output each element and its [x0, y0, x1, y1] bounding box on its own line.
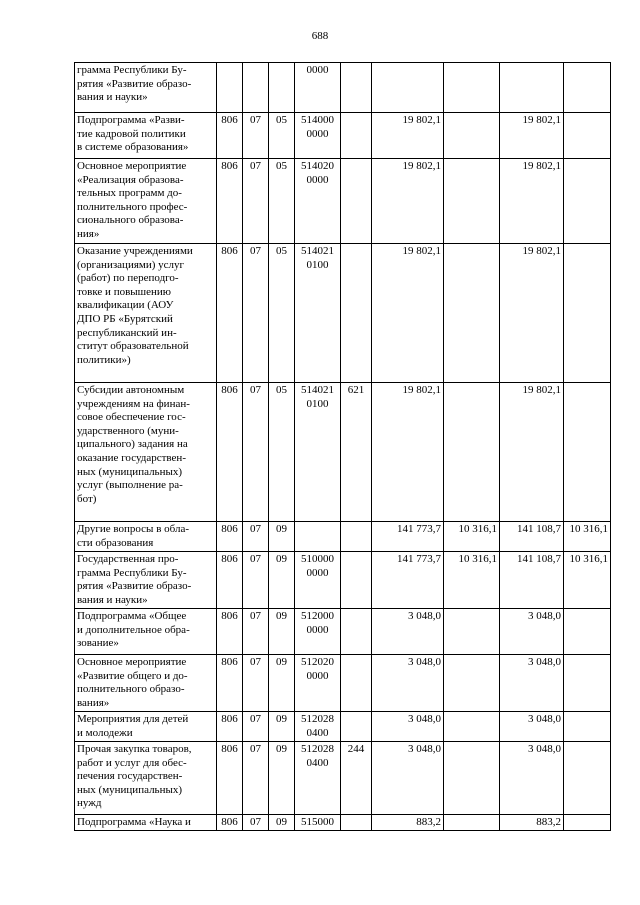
row-code-ministry: 806	[217, 712, 243, 742]
row-code-expense-type	[341, 159, 372, 244]
row-code-expense-type: 244	[341, 742, 372, 815]
row-amount-2	[444, 63, 500, 113]
row-amount-4	[564, 742, 611, 815]
row-code-target: 0000	[295, 63, 341, 113]
row-code-ministry: 806	[217, 113, 243, 159]
row-name: Государственная про- грамма Республики Бу- рятия «Развитие образо- вания и науки»	[75, 552, 217, 609]
row-code-subsection: 05	[269, 113, 295, 159]
table-row	[75, 244, 611, 383]
row-code-ministry: 806	[217, 609, 243, 655]
row-code-subsection: 09	[269, 742, 295, 815]
row-amount-4: 10 316,1	[564, 522, 611, 552]
table-row	[75, 383, 611, 522]
table-row	[75, 712, 611, 742]
row-code-ministry: 806	[217, 159, 243, 244]
row-code-ministry: 806	[217, 552, 243, 609]
row-amount-2	[444, 383, 500, 522]
row-amount-2	[444, 655, 500, 712]
table-row	[75, 742, 611, 815]
row-code-target: 512028 0400	[295, 742, 341, 815]
row-code-ministry: 806	[217, 815, 243, 831]
row-name: Подпрограмма «Разви- тие кадровой политики в системе образования»	[75, 113, 217, 159]
row-code-subsection: 09	[269, 609, 295, 655]
table-row	[75, 815, 611, 831]
row-code-section: 07	[243, 522, 269, 552]
row-code-section: 07	[243, 655, 269, 712]
row-amount-1: 141 773,7	[372, 522, 444, 552]
row-code-section: 07	[243, 712, 269, 742]
row-name: Основное мероприятие «Развитие общего и до- полнительного образо- вания»	[75, 655, 217, 712]
row-code-subsection: 09	[269, 712, 295, 742]
row-amount-3: 3 048,0	[500, 655, 564, 712]
row-code-subsection: 09	[269, 655, 295, 712]
row-code-section	[243, 63, 269, 113]
row-name: Прочая закупка товаров, работ и услуг для обес- печения государствен- ных (муниципальных) нужд	[75, 742, 217, 815]
row-amount-3: 141 108,7	[500, 522, 564, 552]
row-name: грамма Республики Бу- рятия «Развитие образо- вания и науки»	[75, 63, 217, 113]
row-code-section: 07	[243, 815, 269, 831]
row-amount-4	[564, 159, 611, 244]
row-amount-2: 10 316,1	[444, 522, 500, 552]
table-row	[75, 159, 611, 244]
row-code-section: 07	[243, 609, 269, 655]
row-code-section: 07	[243, 113, 269, 159]
row-amount-3	[500, 63, 564, 113]
row-amount-1: 3 048,0	[372, 655, 444, 712]
row-code-target: 514021 0100	[295, 244, 341, 383]
row-amount-4	[564, 244, 611, 383]
row-amount-1: 19 802,1	[372, 159, 444, 244]
table-row	[75, 113, 611, 159]
row-code-ministry: 806	[217, 522, 243, 552]
row-code-expense-type	[341, 113, 372, 159]
row-code-subsection	[269, 63, 295, 113]
row-amount-1	[372, 63, 444, 113]
row-code-expense-type	[341, 244, 372, 383]
row-code-target: 512000 0000	[295, 609, 341, 655]
row-amount-2	[444, 742, 500, 815]
row-code-subsection: 05	[269, 244, 295, 383]
row-amount-4	[564, 712, 611, 742]
row-code-target	[295, 522, 341, 552]
row-name: Подпрограмма «Общее и дополнительное обра- зование»	[75, 609, 217, 655]
row-amount-2	[444, 712, 500, 742]
row-code-expense-type	[341, 712, 372, 742]
row-amount-4	[564, 63, 611, 113]
row-code-subsection: 09	[269, 815, 295, 831]
row-amount-2	[444, 815, 500, 831]
row-amount-3: 883,2	[500, 815, 564, 831]
table-row	[75, 609, 611, 655]
row-code-section: 07	[243, 742, 269, 815]
row-code-ministry: 806	[217, 383, 243, 522]
row-amount-2	[444, 113, 500, 159]
row-code-target: 512020 0000	[295, 655, 341, 712]
row-amount-4	[564, 815, 611, 831]
row-code-section: 07	[243, 383, 269, 522]
row-amount-4	[564, 113, 611, 159]
row-amount-4	[564, 655, 611, 712]
row-name: Оказание учреждениями (организациями) услуг (работ) по переподго- товке и повышению квалификации (АОУ ДПО РБ «Бурятский республиканский ин- ститут образовательной политики»)	[75, 244, 217, 383]
row-amount-3: 141 108,7	[500, 552, 564, 609]
table-row	[75, 522, 611, 552]
row-amount-3: 19 802,1	[500, 113, 564, 159]
row-amount-4: 10 316,1	[564, 552, 611, 609]
row-amount-1: 141 773,7	[372, 552, 444, 609]
row-name: Основное мероприятие «Реализация образова- тельных программ до- полнительного профес- сионального образова- ния»	[75, 159, 217, 244]
row-code-subsection: 05	[269, 383, 295, 522]
row-code-subsection: 09	[269, 552, 295, 609]
row-amount-1: 883,2	[372, 815, 444, 831]
row-name: Подпрограмма «Наука и	[75, 815, 217, 831]
row-amount-1: 19 802,1	[372, 244, 444, 383]
row-amount-1: 19 802,1	[372, 383, 444, 522]
row-name: Субсидии автономным учреждениям на финан- совое обеспечение гос- ударственного (муни- ципального) задания на оказание государствен- ных (муниципальных) услуг (выполнение ра- бот)	[75, 383, 217, 522]
row-code-section: 07	[243, 244, 269, 383]
row-code-expense-type	[341, 552, 372, 609]
row-code-ministry: 806	[217, 742, 243, 815]
row-code-target: 514020 0000	[295, 159, 341, 244]
row-code-target: 514000 0000	[295, 113, 341, 159]
row-code-target: 515000	[295, 815, 341, 831]
row-code-ministry: 806	[217, 244, 243, 383]
row-code-subsection: 09	[269, 522, 295, 552]
row-amount-4	[564, 383, 611, 522]
row-amount-1: 3 048,0	[372, 742, 444, 815]
row-code-section: 07	[243, 552, 269, 609]
row-code-ministry	[217, 63, 243, 113]
row-amount-3: 3 048,0	[500, 742, 564, 815]
row-amount-2: 10 316,1	[444, 552, 500, 609]
table-row	[75, 63, 611, 113]
row-name: Другие вопросы в обла- сти образования	[75, 522, 217, 552]
row-amount-3: 19 802,1	[500, 159, 564, 244]
page-number: 688	[311, 30, 329, 42]
row-amount-2	[444, 159, 500, 244]
row-code-target: 510000 0000	[295, 552, 341, 609]
row-code-expense-type	[341, 655, 372, 712]
table-row	[75, 552, 611, 609]
row-amount-1: 19 802,1	[372, 113, 444, 159]
row-amount-3: 19 802,1	[500, 383, 564, 522]
row-amount-1: 3 048,0	[372, 609, 444, 655]
row-code-target: 514021 0100	[295, 383, 341, 522]
row-amount-3: 3 048,0	[500, 712, 564, 742]
budget-table	[74, 62, 611, 831]
row-code-section: 07	[243, 159, 269, 244]
row-code-expense-type	[341, 522, 372, 552]
row-amount-4	[564, 609, 611, 655]
row-amount-3: 19 802,1	[500, 244, 564, 383]
row-amount-3: 3 048,0	[500, 609, 564, 655]
row-code-subsection: 05	[269, 159, 295, 244]
row-code-ministry: 806	[217, 655, 243, 712]
row-code-expense-type	[341, 609, 372, 655]
row-code-expense-type: 621	[341, 383, 372, 522]
row-amount-2	[444, 244, 500, 383]
row-name: Мероприятия для детей и молодежи	[75, 712, 217, 742]
row-amount-1: 3 048,0	[372, 712, 444, 742]
row-amount-2	[444, 609, 500, 655]
row-code-expense-type	[341, 815, 372, 831]
row-code-expense-type	[341, 63, 372, 113]
table-row	[75, 655, 611, 712]
row-code-target: 512028 0400	[295, 712, 341, 742]
